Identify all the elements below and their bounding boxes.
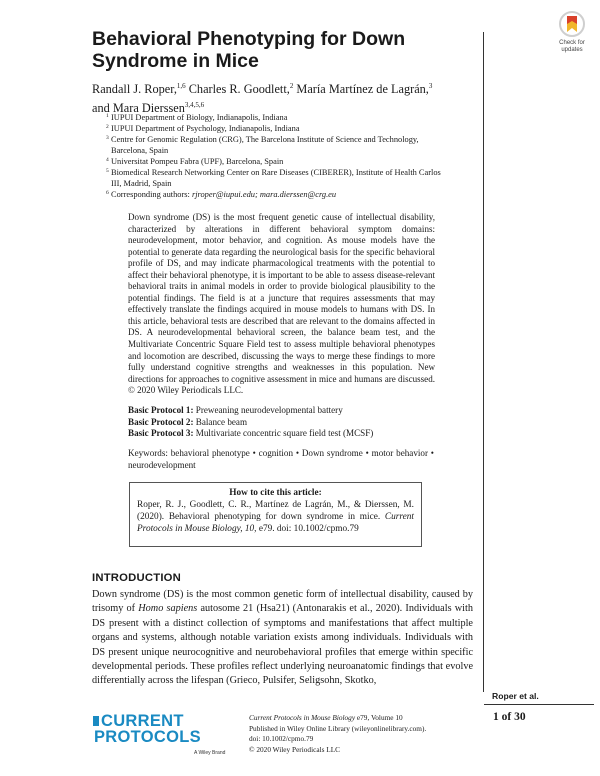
current-protocols-logo [93, 713, 233, 763]
footer-rule [484, 704, 594, 705]
badge-line2: updates [561, 46, 583, 53]
author: María Martínez de Lagrán,$^3$ [296, 82, 433, 97]
journal-line: Current Protocols in Mouse Biology e79, Volume 10 [249, 713, 403, 722]
article-title: Behavioral Phenotyping for Down Syndrome in Mice [92, 28, 406, 72]
abstract: Down syndrome (DS) is the most frequent genetic cause of intellectual disability, characterized by alterations in different behavioral symptom domains: neurodevelopment, motor behavior, and cognition. As mouse models have the potential to generate data regarding the neurological basis for the specific behavioral profile of DS, and may indicate pharmacological treatments with the potential to affect their behavioral phenotype, it is important to be able to assess disease-relevant behavioral traits in animal models in order to provide biological plausibility to the potential findings. The field is at a juncture that requires assessments that may effectively translate the findings acquired in mouse models to humans with DS. In this article, behavioral tests are described that are relevant to the domains affected in DS. A neurodevelopmental behavioral screen, the balance beam test, and the Multivariate Concentric Square Field test to assess multiple behavioral phenotypes and locomotion are described, discussing the ways to merge these findings to more fully understand cognitive strengths and weaknesses in this population. New directions for approaches to cognitive assessment in mice and humans are discussed. © 2020 Wiley Periodicals LLC. [128, 212, 435, 396]
introduction-text: Down syndrome (DS) is the most common genetic form of intellectual disability, caused by trisomy of Homo sapiens autosome 21 (Hsa21) (Antonarakis et al., 2020). Individuals with DS present with a distinct collection of symptoms and manifestations that affect multiple organs and systems, although notable variation exists among individuals. Individuals with DS present unique neurocognitive and neurobehavioral profiles that emerge within specific developmental periods. These profiles reflect underlying neuroanatomic findings that evolve differentially across the lifespan (Grieco, Pulsifer, Seligsohn, Skotko, [92, 589, 473, 687]
protocol-list [128, 405, 438, 440]
bookmark-icon [552, 10, 592, 40]
affiliation: 5 Biomedical Research Networking Center on Rare Diseases (CIBERER), Institute of Health Carlos III, Madrid, Spain [106, 168, 441, 188]
corresponding-authors: 6 Corresponding authors: rjroper@iupui.edu; mara.dierssen@crg.eu [106, 190, 337, 199]
logo-brand: A Wiley Brand [194, 750, 226, 756]
affiliation-list [106, 112, 441, 200]
copyright-line: © 2020 Wiley Periodicals LLC [249, 745, 341, 755]
citation-box [129, 482, 422, 547]
affiliation: 3 Centre for Genomic Regulation (CRG), The Barcelona Institute of Science and Technology, Barcelona, Spain [106, 135, 419, 155]
doi-line[interactable]: doi: 10.1002/cpmo.79 [249, 734, 314, 744]
margin-rule [483, 32, 484, 692]
running-head: Roper et al. [492, 691, 539, 701]
affiliation: 2 IUPUI Department of Psychology, Indianapolis, Indiana [106, 124, 300, 133]
author: and Mara Dierssen$^{3,4,5,6}$ [92, 100, 205, 115]
author-list [92, 79, 472, 116]
badge-line1: Check for [559, 40, 585, 46]
badge-label [552, 40, 592, 53]
citation-text: Roper, R. J., Goodlett, C. R., Martínez de Lagrán, M., & Dierssen, M. (2020). Behavioral phenotyping for down syndrome in mice. Current Protocols in Mouse Biology, 10, e79. doi: 10.1002/cpmo.79 [137, 500, 414, 534]
check-for-updates-badge[interactable] [552, 10, 592, 54]
publication-info [249, 713, 481, 756]
affiliation: 1 IUPUI Department of Biology, Indianapolis, Indiana [106, 113, 288, 122]
logo-word-protocols: PROTOCOLS [94, 728, 201, 746]
published-line: Published in Wiley Online Library (wileyonlinelibrary.com). [249, 723, 427, 733]
citation-heading: How to cite this article: [229, 488, 322, 498]
section-heading-introduction: INTRODUCTION [92, 572, 182, 584]
author-emails[interactable]: rjroper@iupui.edu; mara.dierssen@crg.eu [191, 190, 337, 199]
keywords: Keywords: behavioral phenotype • cognition • Down syndrome • motor behavior • neurodevelopment [128, 448, 434, 470]
protocol-item: Basic Protocol 1: Preweaning neurodevelopmental battery [128, 405, 343, 415]
logo-mark-icon [93, 716, 99, 726]
protocol-item: Basic Protocol 2: Balance beam [128, 416, 248, 427]
author: Randall J. Roper,$^{1,6}$ [92, 82, 186, 97]
protocol-item: Basic Protocol 3: Multivariate concentric square field test (MCSF) [128, 428, 374, 438]
page-number: 1 of 30 [493, 711, 526, 723]
affiliation: 4 Universitat Pompeu Fabra (UPF), Barcelona, Spain [106, 157, 284, 166]
logo-word-current: CURRENT [101, 712, 184, 730]
author: Charles R. Goodlett,$^2$ [188, 82, 294, 97]
